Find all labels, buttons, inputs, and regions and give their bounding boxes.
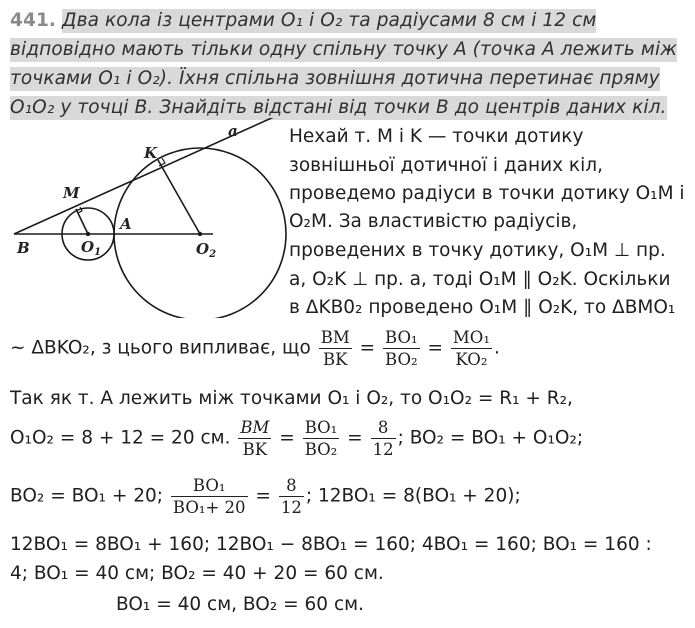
label-o2: $O_2$ <box>196 240 217 260</box>
answer-line: BO₁ = 40 см, BO₂ = 60 см. <box>116 594 364 615</box>
problem-text: точками O₁ і O₂). Їхня спільна зовнішня дотична перетинає пряму <box>10 68 660 89</box>
center-o1-dot <box>86 232 90 236</box>
fraction-bo1-bo1-20: $\frac{\text{BO₁}}{\text{BO₁+ 20}}$ <box>172 476 246 517</box>
problem-text: Два кола із центрами O₁ і O₂ та радіусами 8 см і 12 см <box>62 10 597 31</box>
label-k: K <box>144 144 158 162</box>
solution-line: проведених в точку дотику, O₁M ⊥ пр. <box>289 240 666 261</box>
fraction-mo1-ko2: $\frac{\text{MO₁}}{\text{KO₂}}$ <box>452 328 490 369</box>
problem-line-3 <box>10 68 660 90</box>
solution-line: зовнішньої дотичної і даних кіл, <box>289 155 603 176</box>
fraction-bm-bk: $\frac{BM}{BK}$ <box>320 328 350 369</box>
solution-line: проведемо радіуси в точки дотику O₁M і <box>289 183 685 204</box>
fraction-bm-bk: $\frac{BM}{BK}$ <box>240 418 270 459</box>
radius-o2-k <box>158 160 200 234</box>
fraction-bo1-bo2: $\frac{\text{BO₁}}{\text{BO₂}}$ <box>385 328 418 369</box>
label-a: a <box>228 122 238 140</box>
solution-line: 4; BO₁ = 40 см; BO₂ = 40 + 20 = 60 см. <box>10 563 384 584</box>
label-m: M <box>63 184 80 202</box>
problem-text: відповідно мають тільки одну спільну точку A (точка A лежить між <box>10 39 677 60</box>
solution-line: O₂M. За властивістю радіусів, <box>289 211 578 232</box>
fraction-bo1-bo2: $\frac{\text{BO₁}}{\text{BO₂}}$ <box>304 418 338 459</box>
solution-line: 12BO₁ = 8BO₁ + 160; 12BO₁ − 8BO₁ = 160; 4BO₁ = 160; BO₁ = 160 : <box>10 534 652 555</box>
solution-line: а, O₂K ⊥ пр. а, тоді O₁M ∥ O₂K. Оскільки <box>289 269 671 290</box>
fraction-8-12: $\frac{8}{12}$ <box>280 476 302 517</box>
label-b: B <box>17 239 30 257</box>
center-o2-dot <box>198 232 202 236</box>
geometry-figure <box>8 118 288 318</box>
label-o1: $O_1$ <box>81 238 102 258</box>
problem-line-4 <box>10 97 667 119</box>
problem-line-1 <box>10 10 596 32</box>
radius-o1-m <box>76 209 88 234</box>
solution-line-fraction: BO₂ = BO₁ + 20; $\frac{\text{BO₁}}{\text{BO₁+ 20}}$ = $\frac{8}{12}$ ; 12BO₁ = 8(BO₁ + 20); <box>10 476 521 517</box>
solution-line: в ΔKB0₂ проведено O₁M ∥ O₂K, то ΔBMO₁ <box>289 297 676 318</box>
solution-line: Нехай т. M і K — точки дотику <box>289 126 584 147</box>
problem-number: 441. <box>10 10 57 31</box>
solution-line: Так як т. A лежить між точками O₁ і O₂, то O₁O₂ = R₁ + R₂, <box>10 388 573 409</box>
similarity-text: ~ ΔBKO₂, з цього випливає, що <box>10 337 311 359</box>
problem-line-2 <box>10 39 677 61</box>
fraction-8-12: $\frac{8}{12}$ <box>372 418 394 459</box>
problem-text: O₁O₂ у точці B. Знайдіть відстані від точки B до центрів даних кіл. <box>10 97 667 118</box>
solution-line-fraction: O₁O₂ = 8 + 12 = 20 см. $\frac{BM}{BK}$ = $\frac{\text{BO₁}}{\text{BO₂}}$ = $\frac{8}{12}$ ; BO₂ = BO₁ + O₁O₂; <box>10 418 584 459</box>
similarity-line: ~ ΔBKO₂, з цього випливає, що $\frac{BM}{BK}$ = $\frac{\text{BO₁}}{\text{BO₂}}$ = $\frac{\text{MO₁}}{\text{KO₂}}$ . <box>10 328 500 369</box>
label-a-point: A <box>120 215 132 233</box>
